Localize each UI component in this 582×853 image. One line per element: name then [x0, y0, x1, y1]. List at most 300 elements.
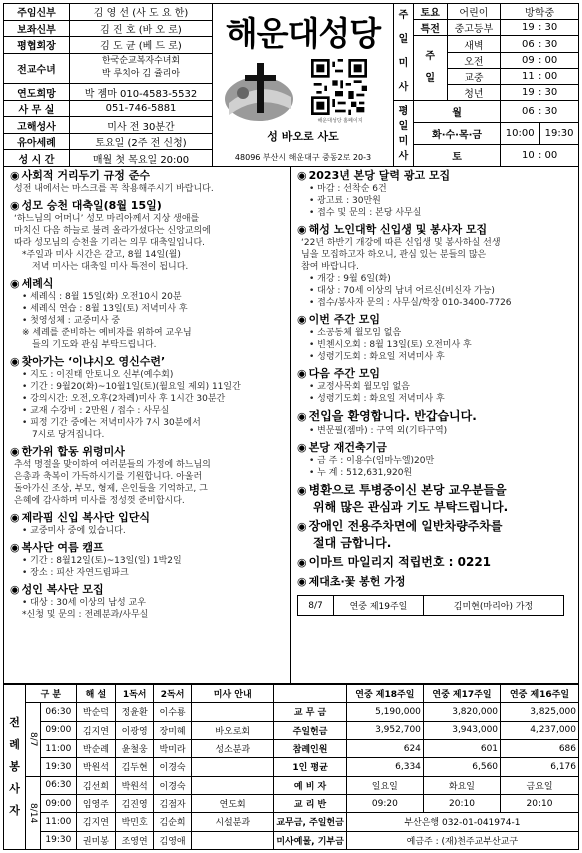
- vertical-char: 일: [398, 120, 409, 132]
- weekday-time: 10 : 00: [501, 145, 579, 167]
- news-line: *주일과 미사 시간은 같고, 8월 14일(월): [22, 250, 181, 260]
- mass-group: 토요: [413, 4, 447, 20]
- news-section: [4, 275, 290, 353]
- bullet-circle-icon: ◉: [10, 511, 20, 524]
- finance-value: 3,820,000: [423, 703, 500, 721]
- service-person: 성소분과: [192, 739, 274, 757]
- news-line: ※ 세례를 준비하는 예비자를 위하여 교우님: [22, 328, 192, 338]
- account-label: 미사예물, 기부금: [274, 831, 346, 849]
- altar-flower-table: [297, 595, 564, 616]
- news-title-cont: 위해 많은 관심과 기도 부탁드립니다.: [313, 500, 509, 514]
- finance-value: 3,825,000: [501, 703, 579, 721]
- news-line: • 세례식 연습 : 8월 13일(토) 저녁미사 후: [22, 304, 188, 314]
- officer-value: 미사 전 30분간: [70, 117, 213, 134]
- officer-value: 051-746-5881: [70, 100, 213, 117]
- news-line: • 첫영성체 : 교중미사 중: [22, 316, 121, 326]
- vertical-char: 일: [398, 34, 409, 45]
- vertical-char: 미: [398, 58, 409, 69]
- service-person: 김영애: [154, 831, 192, 849]
- officer-role: 평협회장: [4, 37, 70, 54]
- vertical-char: 평: [398, 105, 409, 117]
- officer-row: [4, 150, 213, 167]
- officer-row: [4, 84, 213, 101]
- service-person: 권미봉: [76, 831, 115, 849]
- week-label-text: 8/7: [28, 732, 39, 747]
- news-title: [297, 440, 574, 455]
- news-title: [10, 276, 286, 291]
- officer-value: 매월 첫 목요일 20:00: [70, 150, 213, 167]
- weekday-mass-row: [394, 145, 579, 167]
- parish-header: [213, 3, 393, 167]
- service-row: [4, 794, 579, 812]
- rehearsal-day: 금요일: [501, 776, 579, 794]
- officer-value-line: 박 루치아 김 쥴리아: [101, 69, 181, 80]
- service-row: [4, 721, 579, 739]
- vertical-char: 미: [398, 135, 409, 147]
- service-row: [4, 813, 579, 831]
- bullet-circle-icon: ◉: [297, 367, 307, 380]
- news-line: *신청 및 문의 : 전례분과/사무실: [22, 610, 149, 620]
- news-line: • 교정사목회 월모임 없음: [309, 382, 410, 392]
- service-person: 김순희: [154, 813, 192, 831]
- news-title: [10, 582, 286, 597]
- rehearsal-label: 예 비 자: [274, 776, 346, 794]
- mass-time: 06 : 30: [501, 36, 579, 53]
- parish-address: 48096 부산시 해운대구 중동2로 20-3: [234, 153, 372, 162]
- service-row: [4, 776, 579, 794]
- news-line: • 강의시간: 오전,오후(2차례)미사 후 1시간 30분간: [22, 394, 226, 404]
- news-line: • 마감 : 선착순 6건: [309, 184, 387, 194]
- news-line: • 개강 : 9월 6일(화): [309, 274, 391, 284]
- rehearsal-day: 일요일: [346, 776, 423, 794]
- bullet-circle-icon: ◉: [297, 556, 307, 569]
- news-line: • 변문필(젬마) : 구역 외(기타구역): [309, 426, 448, 436]
- service-time: 09:00: [41, 721, 77, 739]
- service-row: [4, 703, 579, 721]
- bullet-circle-icon: ◉: [297, 410, 307, 423]
- news-section: [4, 167, 290, 197]
- bulletin-page: [3, 3, 579, 850]
- bullet-circle-icon: ◉: [10, 445, 20, 458]
- service-time: 06:30: [41, 776, 77, 794]
- news-title: [10, 354, 286, 369]
- service-person: 이경숙: [154, 758, 192, 776]
- officer-role: 사 무 실: [4, 100, 70, 117]
- finance-value: 4,237,000: [501, 721, 579, 739]
- news-line: • 대상 : 70세 이상의 남녀 어르신(비신자 가능): [309, 286, 495, 296]
- service-time: 19:30: [41, 758, 77, 776]
- news-line: • 교중미사 중에 있습니다.: [22, 526, 126, 536]
- news-title: [297, 168, 574, 183]
- finance-value: 601: [423, 739, 500, 757]
- weekday-mass-row: [394, 101, 579, 123]
- service-person: 박원석: [116, 776, 154, 794]
- finance-label: 1인 평균: [274, 758, 346, 776]
- news-title-text: 본당 재건축기금: [308, 441, 387, 454]
- week-label: [26, 776, 41, 849]
- vertical-char: 사: [398, 82, 409, 93]
- officer-row: [4, 53, 213, 84]
- service-person: 조영연: [116, 831, 154, 849]
- officer-role: 주임신부: [4, 4, 70, 21]
- service-person: 김점자: [154, 794, 192, 812]
- news-line: • 기간 : 8월12일(토)~13일(일) 1박2일: [22, 556, 182, 566]
- mass-row: [394, 4, 579, 20]
- altar-flower-family: 김미현(마리아) 가정: [424, 596, 564, 616]
- mass-name: 새벽: [447, 36, 501, 53]
- service-person: 김지연: [76, 813, 115, 831]
- news-title-text: 제라핌 신입 복사단 입단식: [21, 511, 150, 524]
- qr-code-icon: [311, 59, 367, 115]
- service-person: 박미라: [154, 739, 192, 757]
- news-line: • 지도 : 이진태 안토니오 신부(예수회): [22, 370, 174, 380]
- bullet-circle-icon: ◉: [10, 277, 20, 290]
- news-line: • 장소 : 피산 자연드림파크: [22, 568, 129, 578]
- officer-role: 전교수녀: [4, 53, 70, 84]
- service-header: 2독서: [154, 685, 192, 703]
- news-title: [297, 408, 574, 425]
- service-person: 박민호: [116, 813, 154, 831]
- news-line: 들의 기도와 관심 부탁드립니다.: [32, 340, 157, 350]
- news-section: [291, 407, 578, 439]
- officer-row: [4, 4, 213, 21]
- lecture-label: 교 리 반: [274, 794, 346, 812]
- lecture-time: 20:10: [423, 794, 500, 812]
- qr-caption: 해운대성당 홈페이지: [317, 118, 363, 124]
- news-section: [4, 443, 290, 509]
- service-person: 이수룡: [154, 703, 192, 721]
- officer-row: [4, 117, 213, 134]
- officer-value: 김 영 선 (사 도 요 한): [70, 4, 213, 21]
- service-person: 김선희: [76, 776, 115, 794]
- mass-time: 19 : 30: [501, 85, 579, 101]
- news-title-text: 해성 노인대학 신입생 및 봉사자 모집: [308, 223, 488, 236]
- news-title-text: 사회적 거리두기 규정 준수: [21, 169, 150, 182]
- news-title-text: 이마트 마일리지 적립번호 : 0221: [308, 555, 492, 569]
- officer-value: 박 젬마 010-4583-5532: [70, 84, 213, 101]
- service-person: 연도회: [192, 794, 274, 812]
- mass-schedule-table: [393, 3, 579, 167]
- news-section: [4, 353, 290, 443]
- vertical-char: 례: [9, 738, 20, 751]
- service-row: [4, 831, 579, 849]
- news-line: ‘하느님의 어머니’ 성모 마리아께서 지상 생애를: [14, 214, 200, 224]
- news-line: • 성령기도회 : 화요일 저녁미사 후: [309, 394, 445, 404]
- bullet-circle-icon: ◉: [297, 169, 307, 182]
- mass-time: 방학중: [501, 4, 579, 20]
- officer-role: 보좌신부: [4, 20, 70, 37]
- service-header: 1독서: [116, 685, 154, 703]
- account-holder: 예금주 : (재)천주교부산교구: [346, 831, 578, 849]
- finance-value: 624: [346, 739, 423, 757]
- bullet-circle-icon: ◉: [10, 199, 20, 212]
- bullet-circle-icon: ◉: [297, 441, 307, 454]
- finance-header: 연중 제18주일: [346, 685, 423, 703]
- news-title-text: 다음 주간 모임: [308, 367, 381, 380]
- vertical-char: 주: [398, 10, 409, 21]
- finance-value: 6,334: [346, 758, 423, 776]
- vertical-char: 자: [9, 804, 20, 817]
- service-time: 06:30: [41, 703, 77, 721]
- service-time: 11:00: [41, 739, 77, 757]
- weekday-mass-label: [394, 101, 414, 167]
- officer-value: 토요일 (2주 전 신청): [70, 133, 213, 150]
- officer-row: [4, 20, 213, 37]
- vertical-char: 사: [398, 150, 409, 162]
- service-person: 김지연: [76, 721, 115, 739]
- weekday-name: 화·수·목·금: [413, 123, 500, 145]
- week-label: [26, 703, 41, 776]
- service-person: 김두현: [116, 758, 154, 776]
- service-person: 시설분과: [192, 813, 274, 831]
- service-time: 11:00: [41, 813, 77, 831]
- weekday-name: 토: [413, 145, 500, 167]
- service-person: [192, 776, 274, 794]
- weekday-time: 10:00: [501, 123, 540, 145]
- news-title-cont: 절대 금합니다.: [313, 536, 392, 550]
- bullet-circle-icon: ◉: [10, 169, 20, 182]
- news-line: • 소공동체 월모임 없음: [309, 328, 402, 338]
- finance-value: 3,952,700: [346, 721, 423, 739]
- news-line: • 피정 기간 중에는 저녁미사가 7시 30분에서: [22, 418, 201, 428]
- news-title-text: 병환으로 투병중이신 본당 교우분들을: [308, 483, 507, 497]
- service-time: 09:00: [41, 794, 77, 812]
- vertical-char: 봉: [9, 760, 20, 773]
- officer-row: [4, 37, 213, 54]
- news-title: [10, 540, 286, 555]
- parish-title: 해운대성당: [225, 14, 381, 53]
- altar-flower-week: 연중 제19주일: [334, 596, 424, 616]
- news-line: 따라 성모님의 승천을 기리는 의무 대축일입니다.: [14, 238, 206, 248]
- news-title: [10, 168, 286, 183]
- service-person: 박순례: [76, 739, 115, 757]
- bullet-circle-icon: ◉: [297, 575, 307, 588]
- news-section: [291, 365, 578, 407]
- news-line: • 빈첸시오회 : 8월 13일(토) 오전미사 후: [309, 340, 472, 350]
- news-title: [297, 518, 574, 535]
- finance-label: 참례인원: [274, 739, 346, 757]
- news-line: • 기간 : 9월20(화)~10월1일(토)(월요일 제외) 11일간: [22, 382, 241, 392]
- service-time: 19:30: [41, 831, 77, 849]
- mass-name: 오전: [447, 53, 501, 69]
- officer-value: 김 도 균 (베 드 로): [70, 37, 213, 54]
- news-line: • 성령기도회 : 화요일 저녁미사 후: [309, 352, 445, 362]
- officers-table: [3, 3, 213, 167]
- right-news-column: [291, 167, 579, 684]
- service-person: 장미혜: [154, 721, 192, 739]
- news-title: [297, 366, 574, 381]
- news-title-text: 제대초·꽃 봉헌 가정: [308, 575, 406, 588]
- bullet-circle-icon: ◉: [297, 313, 307, 326]
- vertical-char: 주: [425, 51, 436, 62]
- patron-saint: 성 바오로 사도: [267, 130, 339, 143]
- mass-time: 11 : 00: [501, 69, 579, 85]
- finance-header: [274, 685, 346, 703]
- news-title: [10, 510, 286, 525]
- lecture-time: 20:10: [501, 794, 579, 812]
- news-title: [10, 444, 286, 459]
- finance-header: 연중 제17주일: [423, 685, 500, 703]
- officer-row: [4, 100, 213, 117]
- officer-role: 유아세례: [4, 133, 70, 150]
- finance-value: 3,943,000: [423, 721, 500, 739]
- service-person: 박원석: [76, 758, 115, 776]
- news-line: • 대상 : 30세 이상의 남성 교우: [22, 598, 146, 608]
- liturgy-volunteer-label: [4, 685, 26, 850]
- mass-name: 중고등부: [447, 20, 501, 36]
- officer-value: [70, 53, 213, 84]
- sunday-mass-label: [394, 4, 414, 101]
- service-header: 구 분: [26, 685, 77, 703]
- vertical-char: 일: [425, 73, 436, 84]
- mass-name: 교중: [447, 69, 501, 85]
- news-section: [291, 481, 578, 517]
- news-line: 은총과 축복이 가득하시기를 기원합니다. 아울러: [14, 472, 203, 482]
- mass-time: 19 : 30: [501, 20, 579, 36]
- service-header: 미사 안내: [192, 685, 274, 703]
- news-title: [297, 222, 574, 237]
- finance-value: 5,190,000: [346, 703, 423, 721]
- lecture-time: 09:20: [346, 794, 423, 812]
- account-number: 부산은행 032-01-041974-1: [346, 813, 578, 831]
- news-line: 은혜에 감사하며 미사를 정성껏 준비합시다.: [14, 496, 185, 506]
- news-line: • 누 계 : 512,631,920원: [309, 468, 413, 478]
- news-section: [291, 221, 578, 311]
- finance-label: 교 무 금: [274, 703, 346, 721]
- news-line: • 접수 및 문의 : 본당 사무실: [309, 208, 422, 218]
- news-line: • 세례식 : 8월 15일(화) 오전10시 20분: [22, 292, 182, 302]
- news-title-text: 이번 주간 모임: [308, 313, 381, 326]
- finance-value: 6,560: [423, 758, 500, 776]
- mass-group: 특전: [413, 20, 447, 36]
- weekday-time: 06 : 30: [501, 101, 579, 123]
- service-person: 임영주: [76, 794, 115, 812]
- news-line: • 금 주 : 이용수(임마누엘)20만: [309, 456, 435, 466]
- bullet-circle-icon: ◉: [297, 484, 307, 497]
- officer-row: [4, 133, 213, 150]
- mass-group: [413, 36, 447, 101]
- officer-value-line: 한국순교복자수녀회: [101, 56, 181, 67]
- news-title-text: 장애인 전용주차면에 일반차량주차를: [308, 519, 503, 533]
- service-person: 박순덕: [76, 703, 115, 721]
- service-row: [4, 739, 579, 757]
- news-title: [297, 482, 574, 499]
- news-title-text: 성인 복사단 모집: [21, 583, 104, 596]
- officer-role: 연도희망: [4, 84, 70, 101]
- bullet-circle-icon: ◉: [10, 541, 20, 554]
- service-person: 이광영: [116, 721, 154, 739]
- news-line: • 접수/봉사자 문의 : 사무실/학장 010-3400-7726: [309, 298, 512, 308]
- news-title: [10, 198, 286, 213]
- rehearsal-day: 화요일: [423, 776, 500, 794]
- news-title-text: 2023년 본당 달력 광고 모집: [308, 169, 451, 182]
- news-section: [4, 581, 290, 623]
- news-section: [291, 439, 578, 481]
- bullet-circle-icon: ◉: [10, 355, 20, 368]
- officer-value: 김 진 호 (바 오 로): [70, 20, 213, 37]
- news-section: [291, 167, 578, 221]
- weekday-name: 월: [413, 101, 500, 123]
- weekday-mass-row: [394, 123, 579, 145]
- news-line: 7시로 당겨집니다.: [32, 430, 105, 440]
- finance-header: 연중 제16주일: [501, 685, 579, 703]
- news-line: ‘22년 하반기 개강에 따른 신입생 및 봉사하실 선생: [301, 238, 501, 248]
- mass-name: 청년: [447, 85, 501, 101]
- vertical-char: 사: [9, 782, 20, 795]
- service-row: [4, 758, 579, 776]
- service-person: [192, 758, 274, 776]
- news-line: 저녁 미사는 대축일 미사 특전이 됩니다.: [32, 262, 189, 272]
- news-section: [291, 573, 578, 591]
- service-person: 김진영: [116, 794, 154, 812]
- news-line: 마치신 다음 하늘로 불려 올라가셨다는 신앙교의에: [14, 226, 211, 236]
- mass-row: [394, 36, 579, 53]
- service-person: 바오로회: [192, 721, 274, 739]
- finance-value: 686: [501, 739, 579, 757]
- news-line: 추석 명절을 맞이하여 여러분들의 가정에 하느님의: [14, 460, 211, 470]
- service-person: 이경숙: [154, 776, 192, 794]
- news-section: [291, 311, 578, 365]
- altar-flower-row: [298, 596, 564, 616]
- finance-label: 주일헌금: [274, 721, 346, 739]
- vertical-char: 전: [9, 716, 20, 729]
- news-title: [297, 574, 574, 589]
- news-section: [4, 509, 290, 539]
- news-title-text: 성모 승천 대축일(8월 15일): [21, 199, 162, 212]
- news-line: 돌아가신 조상, 부모, 형제, 은인들을 기억하고, 그: [14, 484, 208, 494]
- mass-name: 어린이: [447, 4, 501, 20]
- news-title: [297, 312, 574, 327]
- mass-row: [394, 20, 579, 36]
- finance-value: 6,176: [501, 758, 579, 776]
- news-title-text: 전입을 환영합니다. 반갑습니다.: [308, 409, 477, 423]
- officer-role: 고해성사: [4, 117, 70, 134]
- news-title-text: 복사단 여름 캠프: [21, 541, 104, 554]
- news-section: [4, 539, 290, 581]
- parish-logo-icon: [221, 59, 297, 125]
- bullet-circle-icon: ◉: [297, 223, 307, 236]
- news-line: 성전 내에서는 마스크를 꼭 착용해주시기 바랍니다.: [14, 184, 214, 194]
- news-title-text: 세례식: [21, 277, 54, 290]
- left-news-column: [3, 167, 291, 684]
- bullet-circle-icon: ◉: [10, 583, 20, 596]
- account-label: 교무금, 주일헌금: [274, 813, 346, 831]
- bottom-schedule-table: [3, 684, 579, 850]
- service-header: 해 설: [76, 685, 115, 703]
- news-title: [297, 554, 574, 571]
- altar-flower-date: 8/7: [298, 596, 334, 616]
- news-title-text: 한가위 합동 위령미사: [21, 445, 125, 458]
- service-person: 윤철웅: [116, 739, 154, 757]
- bottom-header-row: [4, 685, 579, 703]
- officer-role: 성 시 간: [4, 150, 70, 167]
- mass-time: 09 : 00: [501, 53, 579, 69]
- service-person: [192, 831, 274, 849]
- news-section: [291, 517, 578, 553]
- week-label-text: 8/14: [28, 802, 39, 823]
- news-line: • 광고료 : 30만원: [309, 196, 381, 206]
- news-line: 참여 바랍니다.: [301, 262, 359, 272]
- news-line: • 교재 수강비 : 2만원 / 접수 : 사무실: [22, 406, 170, 416]
- news-section: [4, 197, 290, 275]
- bullet-circle-icon: ◉: [297, 520, 307, 533]
- news-title-text: 찾아가는 ‘이냐시오 영신수련’: [21, 355, 166, 368]
- weekday-time: 19:30: [540, 123, 579, 145]
- service-person: [192, 703, 274, 721]
- news-line: 님을 모집하고자 하오니, 관심 있는 분들의 많은: [301, 250, 487, 260]
- news-section: [291, 553, 578, 573]
- service-person: 정윤환: [116, 703, 154, 721]
